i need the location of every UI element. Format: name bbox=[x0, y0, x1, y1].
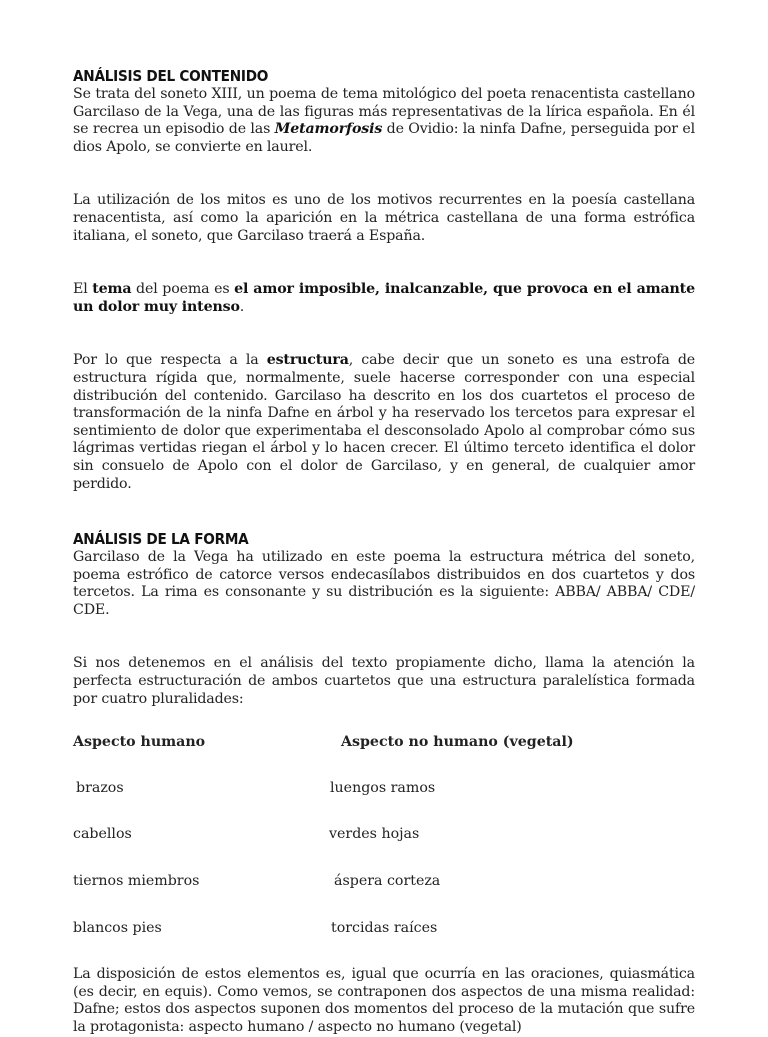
section-heading-contenido: ANÁLISIS DEL CONTENIDO bbox=[73, 67, 269, 85]
cell-left: blancos pies bbox=[73, 920, 162, 937]
table-row bbox=[73, 780, 695, 800]
paragraph-estructura: Por lo que respecta a la estructura, cabe decir que un soneto es una estrofa de estructura rígida que, normalmente, suele hacerse corresponder con una especial distribución del contenido. Garcilaso ha descrito en los dos cuartetos el proceso de transformación de la ninfa Dafne en árbol y ha reservado los tercetos para expresar el sentimiento de dolor que experimentaba el desconsolado Apolo al comprobar cómo sus lágrimas vertidas riegan el árbol y lo hacen crecer. El último terceto identifica el dolor sin consuelo de Apolo con el dolor de Garcilaso, y en general, de cualquier amor perdido. bbox=[73, 352, 696, 492]
cell-left: tiernos miembros bbox=[73, 873, 200, 890]
table-row bbox=[73, 826, 695, 846]
bold-tema-description: el amor imposible, inalcanzable, que provoca en el amante un dolor muy intenso bbox=[73, 281, 695, 315]
cell-right: torcidas raíces bbox=[331, 920, 438, 937]
section-heading-forma: ANÁLISIS DE LA FORMA bbox=[73, 530, 249, 549]
cell-left: brazos bbox=[76, 780, 124, 797]
bold-tema: tema bbox=[92, 281, 132, 298]
paragraph-tema: El tema del poema es el amor imposible, inalcanzable, que provoca en el amante un dolor muy intenso. bbox=[73, 281, 695, 315]
cell-right: áspera corteza bbox=[334, 873, 441, 890]
header-aspecto-no-humano: Aspecto no humano (vegetal) bbox=[341, 734, 574, 751]
paragraph-analisis: Si nos detenemos en el análisis del texto propiamente dicho, llama la atención la perfecta estructuración de ambos cuartetos que una estructura paralelística formada por cuatro pluralidades: bbox=[73, 655, 695, 707]
cell-right: luengos ramos bbox=[330, 780, 436, 797]
table-row bbox=[73, 873, 695, 893]
bold-estructura: estructura bbox=[266, 352, 349, 369]
cell-left: cabellos bbox=[73, 826, 132, 843]
header-aspecto-humano: Aspecto humano bbox=[73, 734, 206, 751]
comparison-table-header bbox=[73, 734, 695, 754]
paragraph-mitos: La utilización de los mitos es uno de los motivos recurrentes en la poesía castellana renacentista, así como la aparición en la métrica castellana de una forma estrófica italiana, el soneto, que Garcilaso traerá a España. bbox=[73, 192, 695, 244]
table-row bbox=[73, 920, 695, 940]
document-page bbox=[73, 66, 695, 1037]
paragraph-intro: Se trata del soneto XIII, un poema de tema mitológico del poeta renacentista castellano Garcilaso de la Vega, una de las figuras más representativas de la lírica española. En él se recrea un episodio de las Metamorfosis de Ovidio: la ninfa Dafne, perseguida por el dios Apolo, se convierte en laurel. bbox=[73, 86, 695, 155]
cell-right: verdes hojas bbox=[329, 826, 420, 843]
paragraph-metrica: Garcilaso de la Vega ha utilizado en este poema la estructura métrica del soneto, poema estrófico de catorce versos endecasílabos distribuidos en dos cuartetos y dos tercetos. La rima es consonante y su distribución es la siguiente: ABBA/ ABBA/ CDE/ CDE. bbox=[73, 549, 695, 618]
paragraph-quiasmatica: La disposición de estos elementos es, igual que ocurría en las oraciones, quiasmática (es decir, en equis). Como vemos, se contraponen dos aspectos de una misma realidad: Dafne; estos dos aspectos suponen dos momentos del proceso de la mutación que sufre la protagonista: aspecto humano / aspecto no humano (vegetal) bbox=[73, 966, 695, 1036]
italic-title-metamorfosis: Metamorfosis bbox=[274, 121, 383, 138]
